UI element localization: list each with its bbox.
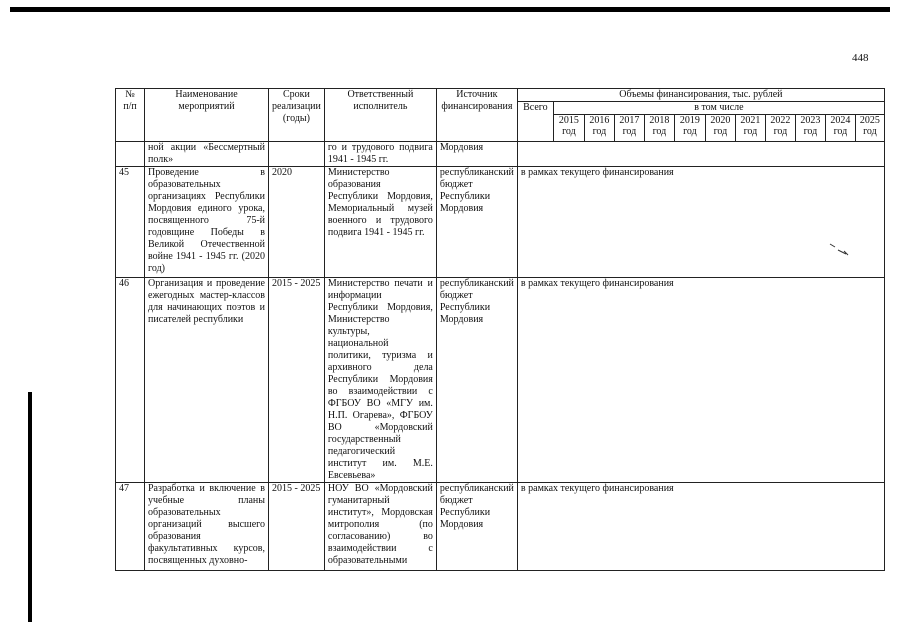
year-header: 2025 год bbox=[855, 115, 884, 142]
row-responsible: Министерство образования Республики Мордовия, Мемориальный музей военного и трудового подвига 1941 - 1945 гг. bbox=[324, 167, 436, 278]
year-header: 2020 год bbox=[705, 115, 735, 142]
table-row bbox=[116, 278, 885, 483]
row-num: 46 bbox=[116, 278, 145, 483]
row-name: Проведение в образовательных организациях Республики Мордовия единого урока, посвященного 75-й годовщине Победы в Великой Отечественной войне 1941 - 1945 гг. (2020 год) bbox=[145, 167, 269, 278]
row-num: 45 bbox=[116, 167, 145, 278]
row-name: ной акции «Бессмертный полк» bbox=[145, 142, 269, 167]
row-responsible: го и трудового подвига 1941 - 1945 гг. bbox=[324, 142, 436, 167]
header-source: Источник финансирования bbox=[436, 89, 517, 142]
header-name: Наименование мероприятий bbox=[145, 89, 269, 142]
row-source: республиканский бюджет Республики Мордовия bbox=[436, 278, 517, 483]
row-source: республиканский бюджет Республики Мордовия bbox=[436, 167, 517, 278]
row-terms: 2020 bbox=[269, 167, 325, 278]
row-terms bbox=[269, 142, 325, 167]
header-including: в том числе bbox=[553, 102, 884, 115]
header-terms: Сроки реализации (годы) bbox=[269, 89, 325, 142]
year-header: 2018 год bbox=[644, 115, 674, 142]
row-num bbox=[116, 142, 145, 167]
row-name: Разработка и включение в учебные планы образовательных организаций высшего образования факультативных курсов, посвященных духовно- bbox=[145, 483, 269, 571]
table-row bbox=[116, 483, 885, 571]
year-header: 2021 год bbox=[735, 115, 765, 142]
table-row bbox=[116, 167, 885, 278]
year-header: 2022 год bbox=[765, 115, 795, 142]
header-num: № п/п bbox=[116, 89, 145, 142]
scan-top-border bbox=[10, 7, 890, 12]
row-name: Организация и проведение ежегодных мастер-классов для начинающих поэтов и писателей республики bbox=[145, 278, 269, 483]
row-funding bbox=[517, 142, 884, 167]
row-terms: 2015 - 2025 bbox=[269, 278, 325, 483]
header-funding: Объемы финансирования, тыс. рублей bbox=[517, 89, 884, 102]
row-funding: в рамках текущего финансирования bbox=[517, 278, 884, 483]
header-responsible: Ответственный исполнитель bbox=[324, 89, 436, 142]
year-header: 2023 год bbox=[795, 115, 825, 142]
funding-table bbox=[115, 88, 885, 571]
year-header: 2017 год bbox=[614, 115, 644, 142]
row-terms: 2015 - 2025 bbox=[269, 483, 325, 571]
year-header: 2016 год bbox=[584, 115, 614, 142]
row-responsible: Министерство печати и информации Республики Мордовия, Министерство культуры, национальной политики, туризма и архивного дела Республики Мордовия во взаимодействии с ФГБОУ ВО «МГУ им. Н.П. Огарева», ФГБОУ ВО «Мордовский государственный педагогический институт им. М.Е. Евсевьева» bbox=[324, 278, 436, 483]
row-num: 47 bbox=[116, 483, 145, 571]
row-source: республиканский бюджет Республики Мордовия bbox=[436, 483, 517, 571]
table-row bbox=[116, 142, 885, 167]
year-header: 2019 год bbox=[674, 115, 705, 142]
header-total: Всего bbox=[517, 102, 553, 142]
row-funding: в рамках текущего финансирования bbox=[517, 483, 884, 571]
year-header: 2024 год bbox=[825, 115, 855, 142]
page-number: 448 bbox=[852, 52, 869, 64]
row-responsible: НОУ ВО «Мордовский гуманитарный институт», Мордовская митрополия (по согласованию) во взаимодействии с образовательными bbox=[324, 483, 436, 571]
year-header: 2015 год bbox=[553, 115, 584, 142]
scan-left-border bbox=[28, 392, 32, 622]
row-funding: в рамках текущего финансирования bbox=[517, 167, 884, 278]
row-source: Мордовия bbox=[436, 142, 517, 167]
